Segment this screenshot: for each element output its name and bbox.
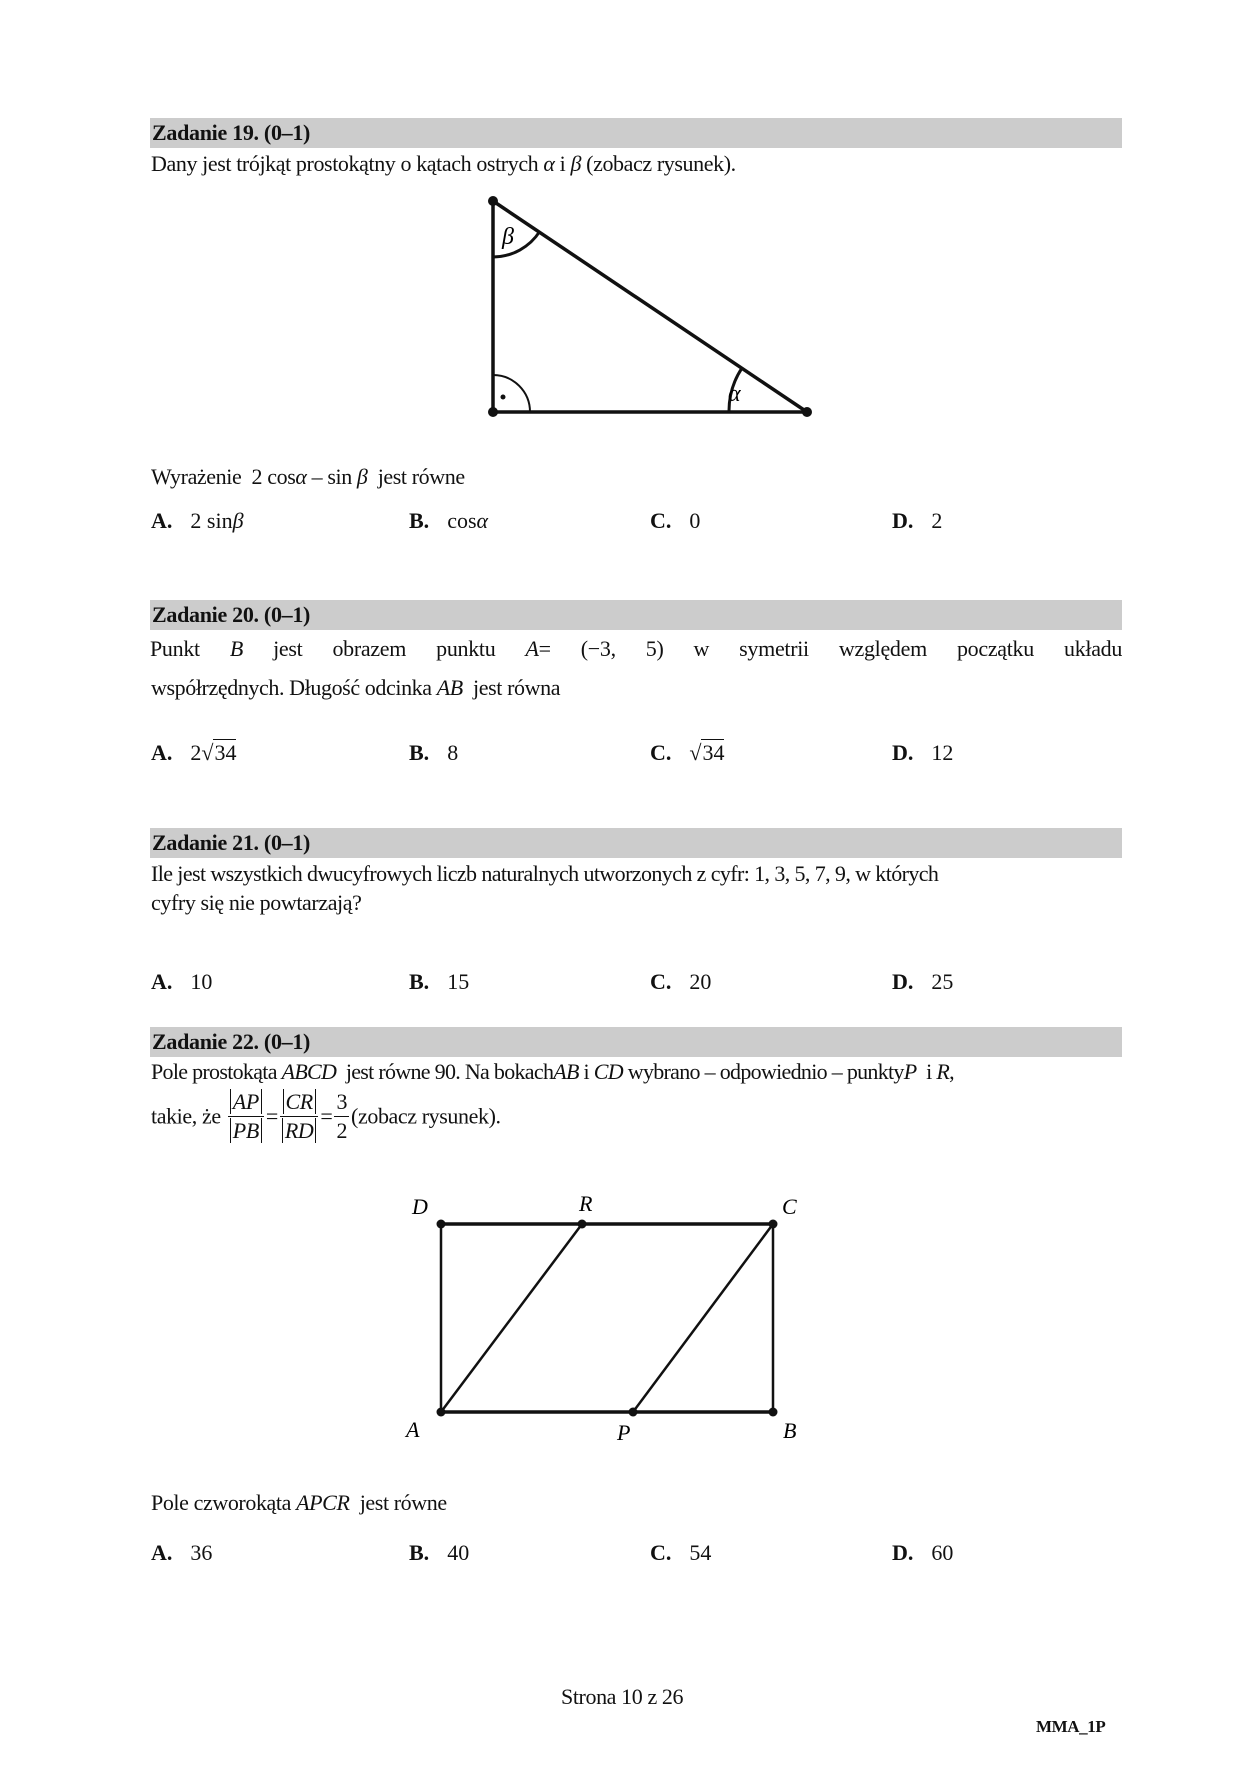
denominator: PB [230,1118,262,1143]
option-value: 0 [689,508,701,533]
expr-part: – sin [306,464,352,489]
option-value: 25 [931,969,954,994]
sqrt-icon: √34 [689,740,725,765]
radicand: 34 [214,740,237,765]
segment-pc [633,1224,773,1412]
numerator: CR [283,1089,316,1114]
option-letter: C. [650,740,672,765]
option-letter: D. [892,1540,914,1565]
option-value: 40 [447,1540,470,1565]
point-d-dot [437,1220,446,1229]
option-value: 12 [931,740,954,765]
point-r: R [936,1059,950,1084]
text: wybrano – odpowiednio – punkty [627,1059,904,1084]
task-21-title: Zadanie 21. (0–1) [152,830,311,855]
word: Punkt [150,636,200,661]
word: symetrii [739,636,809,661]
label-a: A [406,1417,420,1442]
point-p-dot [629,1408,638,1417]
question-text: Wyrażenie [151,464,242,489]
question-suffix: jest równe [377,464,465,489]
word: początku [956,636,1034,661]
option-letter: A. [151,1540,173,1565]
text: (zobacz rysunek). [351,1103,501,1129]
task-19-title: Zadanie 19. (0–1) [152,120,311,145]
word: względem [838,636,927,661]
text: Pole prostokąta [151,1059,277,1084]
task-21-line-2: cyfry się nie powtarzają? [151,890,362,915]
sqrt-icon: √34 [201,740,237,765]
label-d: D [412,1194,428,1219]
option-value: 60 [931,1540,954,1565]
text: takie, że [151,1103,221,1129]
text: jest równe 90. Na bokach [345,1059,554,1084]
option-letter: A. [151,740,173,765]
task-22-option-d[interactable] [892,1540,953,1566]
alpha-symbol: α [543,151,555,176]
word: obrazem [332,636,407,661]
option-letter: B. [409,740,430,765]
task-22-title: Zadanie 22. (0–1) [152,1029,311,1054]
radicand: 34 [702,740,725,765]
segment-ar [441,1224,582,1412]
option-value: 15 [447,969,470,994]
option-letter: B. [409,508,430,533]
option-letter: A. [151,969,173,994]
task-22-option-a[interactable] [151,1540,212,1566]
option-math: β [232,508,244,533]
option-letter: C. [650,508,672,533]
label-c: C [782,1194,797,1219]
text: Pole czworokąta [151,1490,291,1515]
text: współrzędnych. Długość odcinka [151,675,432,700]
side-ab: AB [553,1059,579,1084]
task-22-option-b[interactable] [409,1540,469,1566]
point-a: A [525,636,539,661]
comma: , [949,1059,954,1084]
equals-sign: = [320,1103,333,1129]
option-letter: B. [409,969,430,994]
quad-apcr: APCR [296,1490,350,1515]
word: jest [273,636,303,661]
point-a-dot [437,1408,446,1417]
text: i [926,1059,932,1084]
label-r: R [579,1191,593,1216]
option-coef: 2 [190,740,202,765]
beta-symbol: β [356,464,368,489]
option-letter: D. [892,508,914,533]
option-value: cos [447,508,477,533]
alpha-symbol: α [295,464,307,489]
option-letter: C. [650,969,672,994]
option-letter: C. [650,1540,672,1565]
side-cd: CD [593,1059,623,1084]
word: układu [1064,636,1123,661]
option-value: 2 [931,508,943,533]
point-b-dot [769,1408,778,1417]
option-letter: A. [151,508,173,533]
task-22-question [151,1490,447,1516]
option-letter: D. [892,969,914,994]
label-b: B [783,1418,797,1443]
point-c-dot [769,1220,778,1229]
option-value: 8 [447,740,459,765]
point-p: P [903,1059,917,1084]
page-number: Strona 10 z 26 [561,1684,684,1709]
word: punktu [436,636,496,661]
task-22-option-c[interactable] [650,1540,711,1566]
option-letter: B. [409,1540,430,1565]
expr-part: 2 cos [251,464,296,489]
text: jest równa [473,675,561,700]
task-21-line-1: Ile jest wszystkich dwucyfrowych liczb naturalnych utworzonych z cyfr: 1, 3, 5, 7, 9, w których [151,861,939,886]
task-20-title: Zadanie 20. (0–1) [152,602,311,627]
point-a-coords: = (−3, 5) [538,636,664,661]
numerator: AP [230,1089,262,1114]
word: w [693,636,710,661]
option-letter: D. [892,740,914,765]
option-value: 20 [689,969,712,994]
rect-abcd: ABCD [281,1059,337,1084]
beta-symbol: β [570,151,582,176]
text: i [583,1059,589,1084]
point-b: B [229,636,244,661]
segment-ab: AB [436,675,463,700]
equals-sign: = [265,1103,278,1129]
text: jest równe [359,1490,447,1515]
option-value: 36 [190,1540,213,1565]
label-p: P [617,1420,631,1445]
option-math: α [476,508,489,533]
option-value: 10 [190,969,213,994]
intro-text: Dany jest trójkąt prostokątny o kątach ostrych [151,151,539,176]
intro-suffix: (zobacz rysunek). [586,151,736,176]
exam-code: MMA_1P [1036,1717,1106,1736]
beta-label: β [502,224,514,250]
option-value: 54 [689,1540,712,1565]
point-r-dot [578,1220,587,1229]
denominator: RD [282,1118,317,1143]
conjunction: i [559,151,566,176]
denominator: 2 [336,1118,348,1143]
alpha-label: α [728,381,741,407]
option-value: 2 sin [190,508,233,533]
numerator: 3 [336,1089,348,1114]
